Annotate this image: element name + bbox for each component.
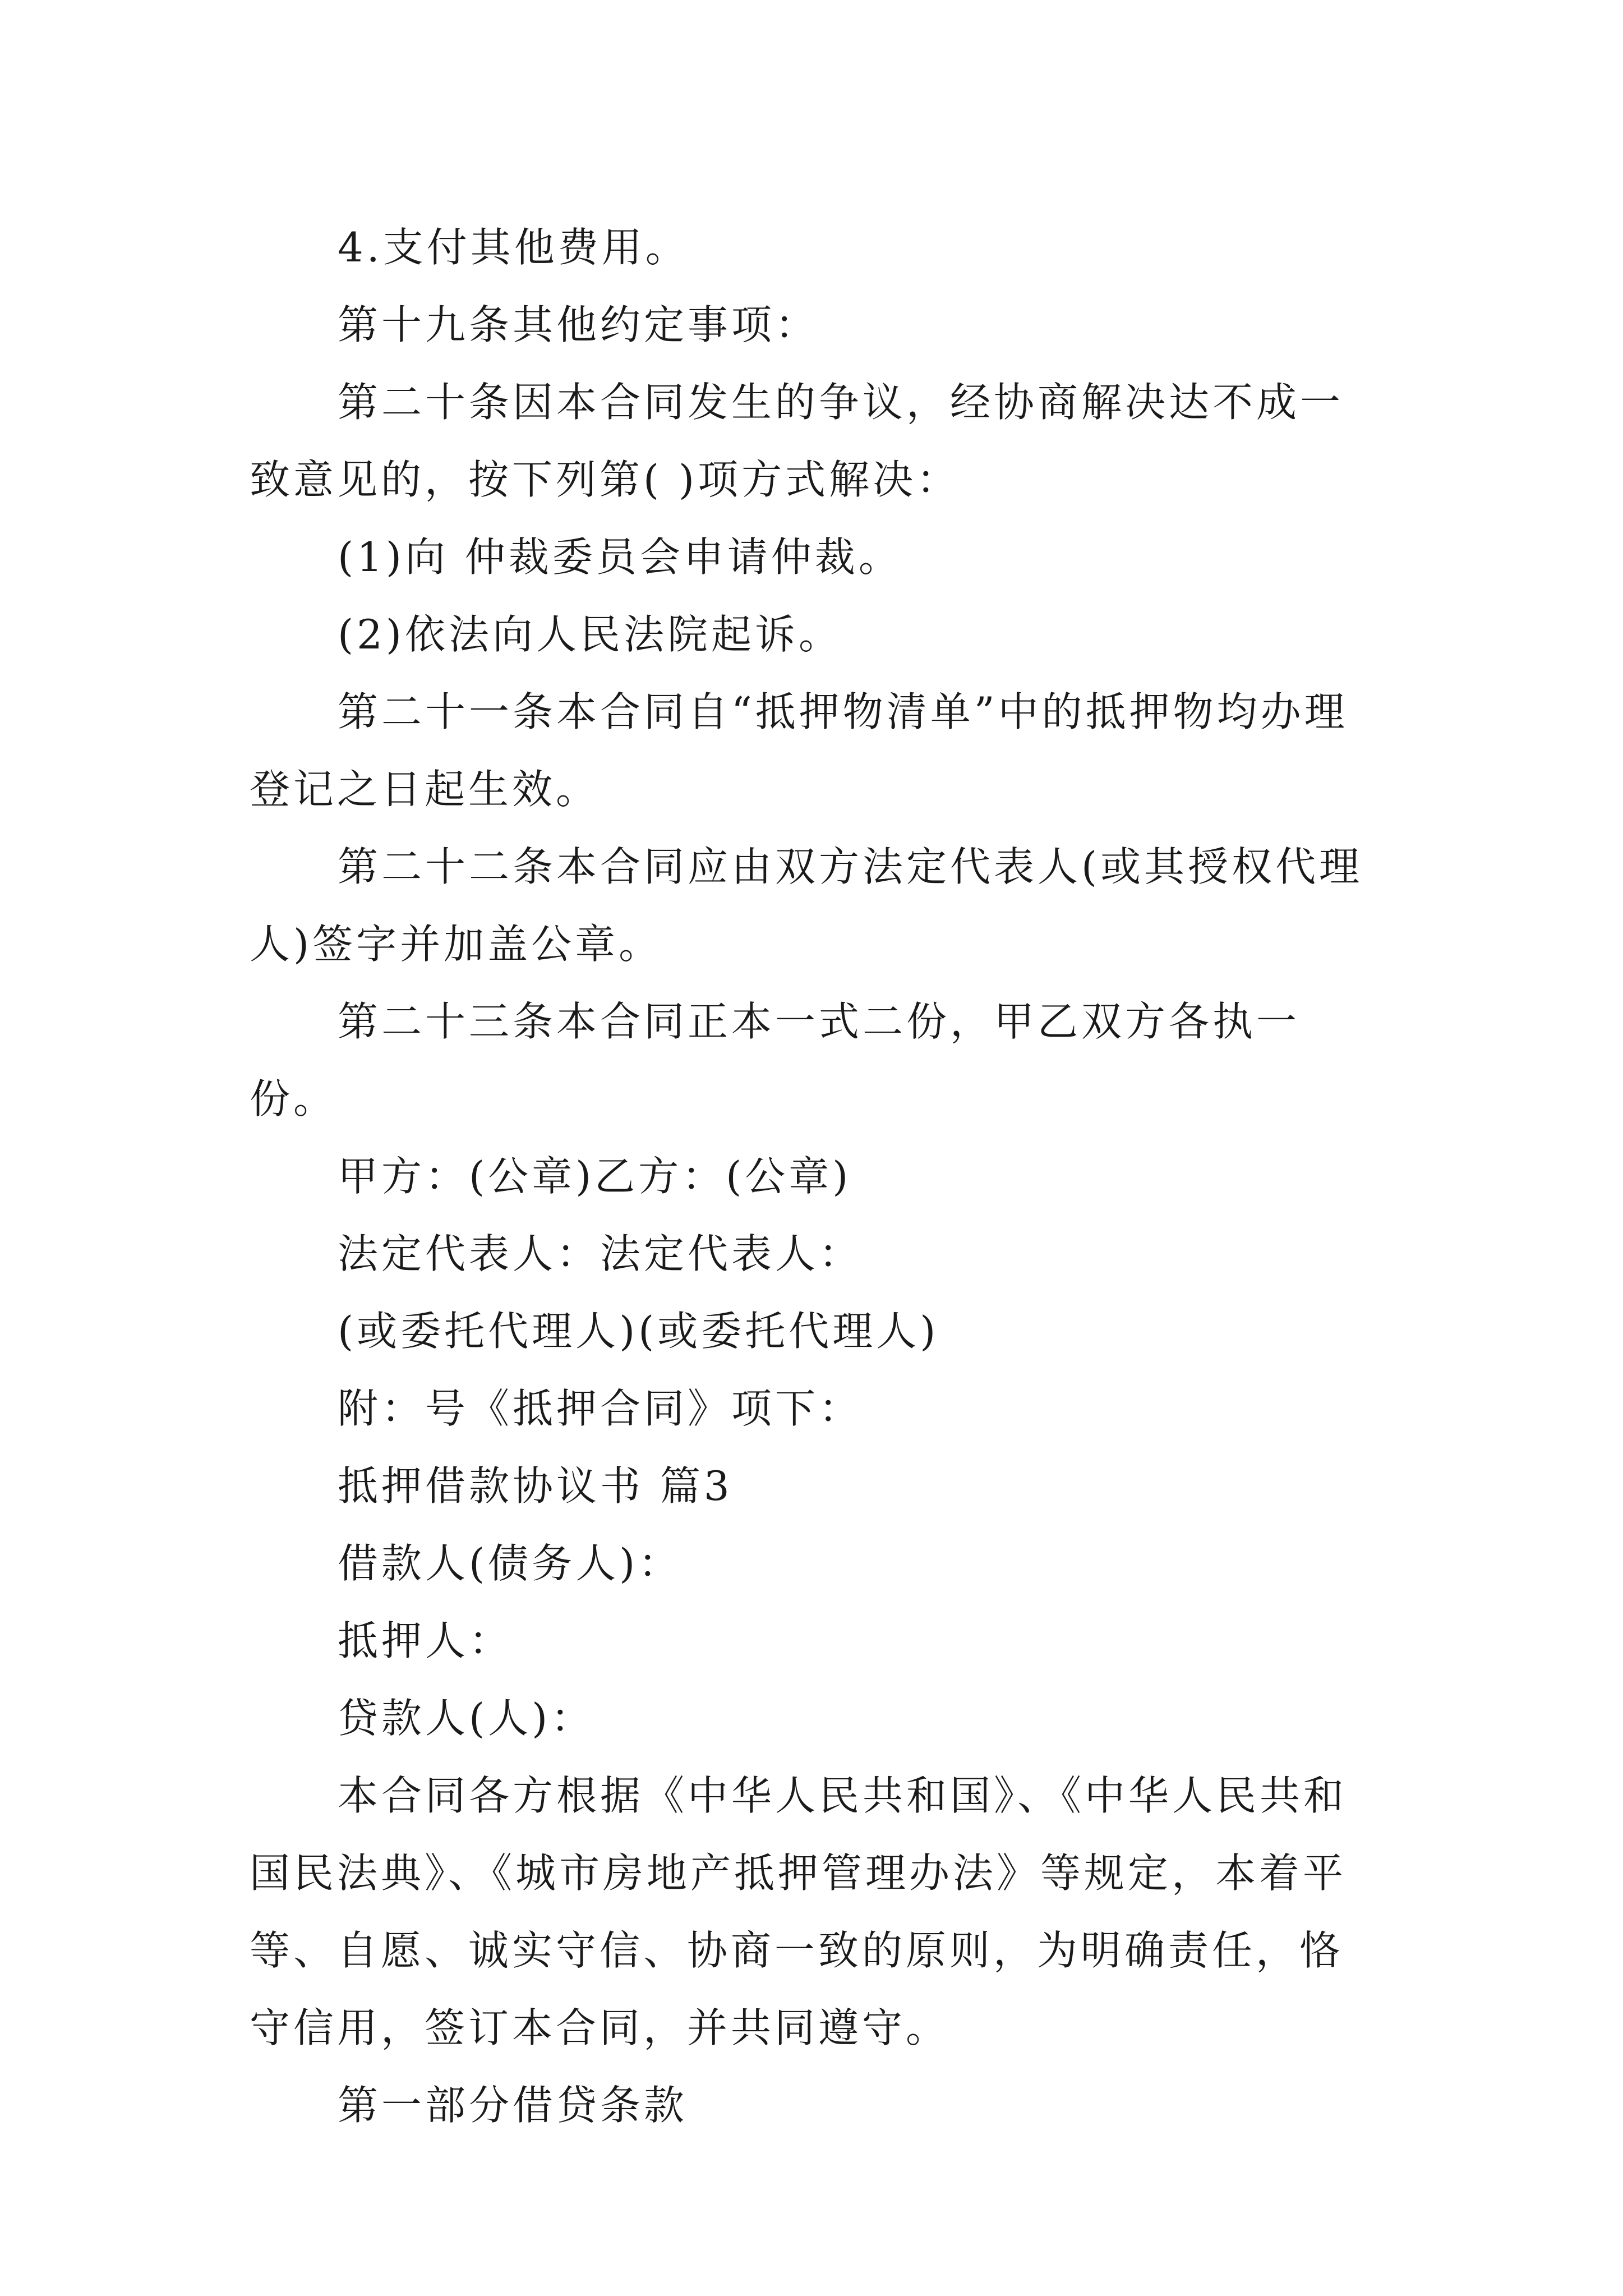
paragraph: 法定代表人：法定代表人： (338, 1230, 863, 1277)
paragraph: (1)向 仲裁委员会申请仲裁。 (338, 533, 902, 581)
paragraph: 抵押人： (338, 1617, 513, 1664)
paragraph: 第二十条因本合同发生的争议，经协商解决达不成一致意见的，按下列第( )项方式解决： (250, 379, 1344, 503)
paragraph: 第十九条其他约定事项： (338, 301, 819, 348)
paragraph: 第一部分借贷条款 (338, 2082, 688, 2129)
document-body (250, 209, 1377, 2144)
paragraph: 附：号《抵押合同》项下： (338, 1385, 863, 1432)
paragraph: 第二十一条本合同自“抵押物清单”中的抵押物均办理登记之日起生效。 (250, 688, 1348, 813)
paragraph: 甲方：(公章)乙方：(公章) (338, 1153, 852, 1200)
paragraph: 第二十二条本合同应由双方法定代表人(或其授权代理人)签字并加盖公章。 (250, 843, 1363, 968)
paragraph: 贷款人(人)： (338, 1695, 595, 1742)
paragraph: 本合同各方根据《中华人民共和国》、《中华人民共和国民法典》、《城市房地产抵押管理办法》等规定，本着平等、自愿、诚实守信、协商一致的原则，为明确责任，恪守信用，签订本合同，并共同遵守。 (250, 1772, 1348, 2051)
section-heading: 抵押借款协议书 篇3 (338, 1462, 733, 1510)
paragraph: 第二十三条本合同正本一式二份，甲乙双方各执一份。 (250, 998, 1301, 1122)
paragraph: 4.支付其他费用。 (338, 224, 689, 271)
paragraph: (2)依法向人民法院起诉。 (338, 611, 842, 658)
paragraph: 借款人(债务人)： (338, 1540, 683, 1587)
paragraph: (或委托代理人)(或委托代理人) (338, 1308, 939, 1355)
